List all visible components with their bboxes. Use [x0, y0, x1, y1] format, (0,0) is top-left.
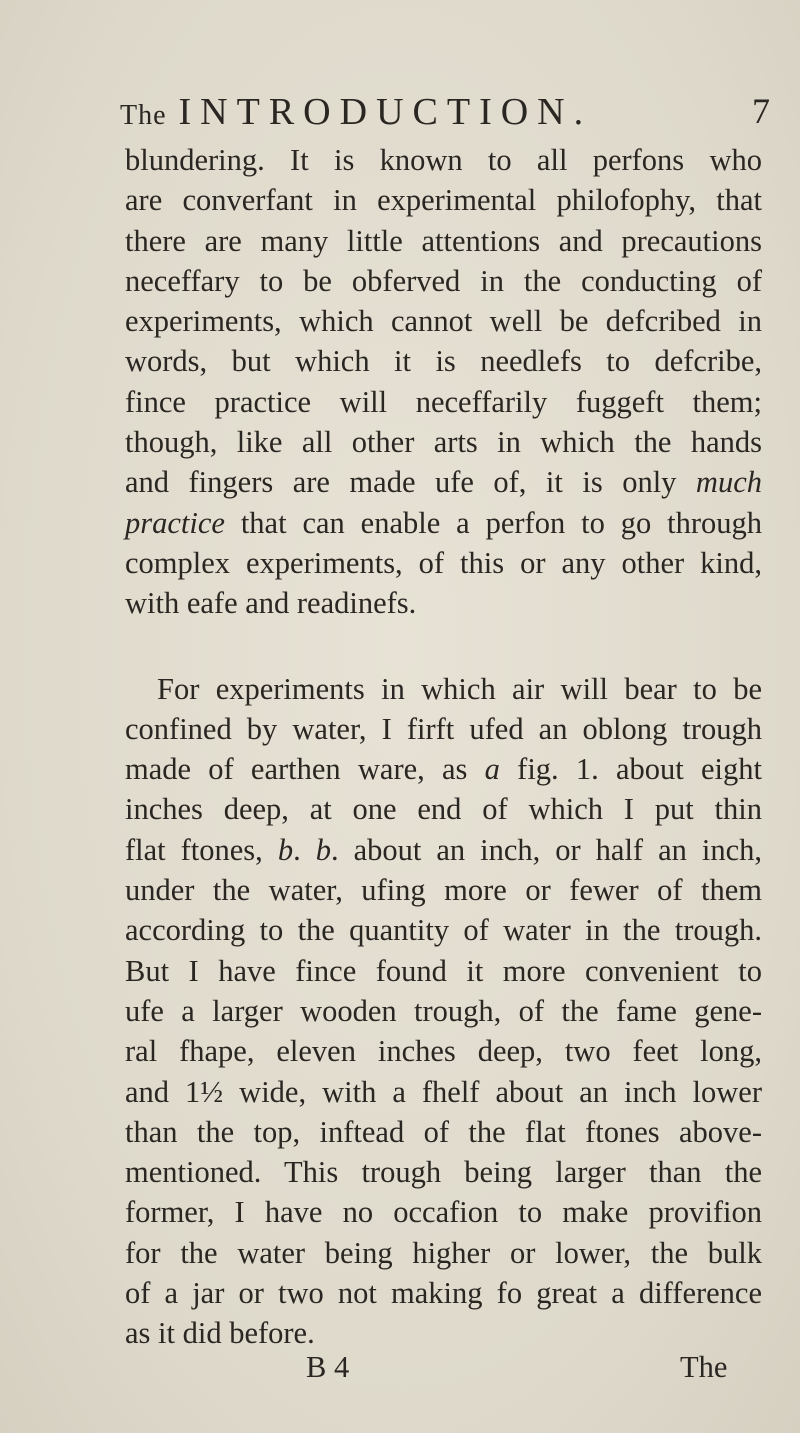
italic-run: b [315, 832, 331, 867]
text-line: than the top, inftead of the flat ftones above- [125, 1114, 762, 1149]
text-line: confined by water, I firft ufed an oblong trough [125, 711, 762, 746]
text-line: and 1½ wide, with a fhelf about an inch lower [125, 1074, 762, 1109]
paragraph-2 [125, 669, 762, 1354]
text-line: former, I have no occafion to make provifion [125, 1195, 762, 1230]
running-title [120, 90, 592, 134]
text-line: ufe a larger wooden trough, of the fame gene- [125, 993, 762, 1028]
text-run: and fingers are made ufe of, it is only [125, 465, 696, 500]
italic-run: b [277, 832, 294, 867]
text-line: inches deep, at one end of which I put thin [125, 792, 762, 827]
text-line: though, like all other arts in which the hands [125, 425, 762, 460]
text-line: words, but which it is needlefs to defcribe, [125, 344, 762, 379]
running-head [120, 90, 770, 134]
text-run: fig. 1. about eight [499, 752, 762, 787]
text-line: for the water being higher or lower, the bulk [125, 1235, 762, 1270]
text-line: mentioned. This trough being larger than the [125, 1155, 762, 1190]
text-line: blundering. It is known to all perfons who [125, 143, 762, 177]
running-title-the: The [120, 100, 167, 131]
text-run: flat ftones, [125, 832, 278, 867]
text-line: neceffary to be obferved in the conducting of [125, 263, 762, 298]
text-run: . [293, 832, 316, 867]
body-text [125, 140, 762, 1354]
text-line: fince practice will neceffarily fuggeft them; [125, 384, 762, 419]
page-number: 7 [752, 91, 770, 131]
text-line: complex experiments, of this or any other kind, [125, 545, 762, 580]
text-line: For experiments in which air will bear to be [157, 671, 762, 706]
text-line: are converfant in experimental philofophy, that [125, 183, 762, 218]
text-line: of a jar or two not making fo great a difference [125, 1276, 762, 1311]
text-line: with eafe and readinefs. [125, 586, 417, 621]
catchword: The [680, 1350, 728, 1384]
paragraph-gap [125, 624, 762, 669]
text-line [125, 503, 762, 543]
text-line: ral fhape, eleven inches deep, two feet long, [125, 1034, 762, 1069]
text-run: that can enable a perfon to go through [224, 505, 762, 540]
italic-run: a [484, 752, 500, 787]
italic-run: practice [125, 505, 225, 540]
text-line [125, 749, 762, 789]
text-line: there are many little attentions and precautions [125, 223, 762, 258]
text-line: But I have fince found it more convenient to [125, 953, 762, 988]
signature-mark: B 4 [306, 1350, 350, 1384]
text-line: according to the quantity of water in the trough. [125, 913, 762, 948]
text-line [125, 462, 762, 502]
running-title-text: INTRODUCTION. [178, 91, 593, 133]
text-run: made of earthen ware, as [125, 752, 485, 787]
text-line: experiments, which cannot well be defcribed in [125, 304, 762, 339]
italic-run: much [695, 465, 762, 500]
text-line: under the water, ufing more or fewer of them [125, 873, 762, 908]
text-line: as it did before. [125, 1316, 315, 1351]
text-line [125, 830, 762, 870]
paragraph-1 [125, 140, 762, 624]
text-run: . about an inch, or half an inch, [330, 832, 762, 867]
